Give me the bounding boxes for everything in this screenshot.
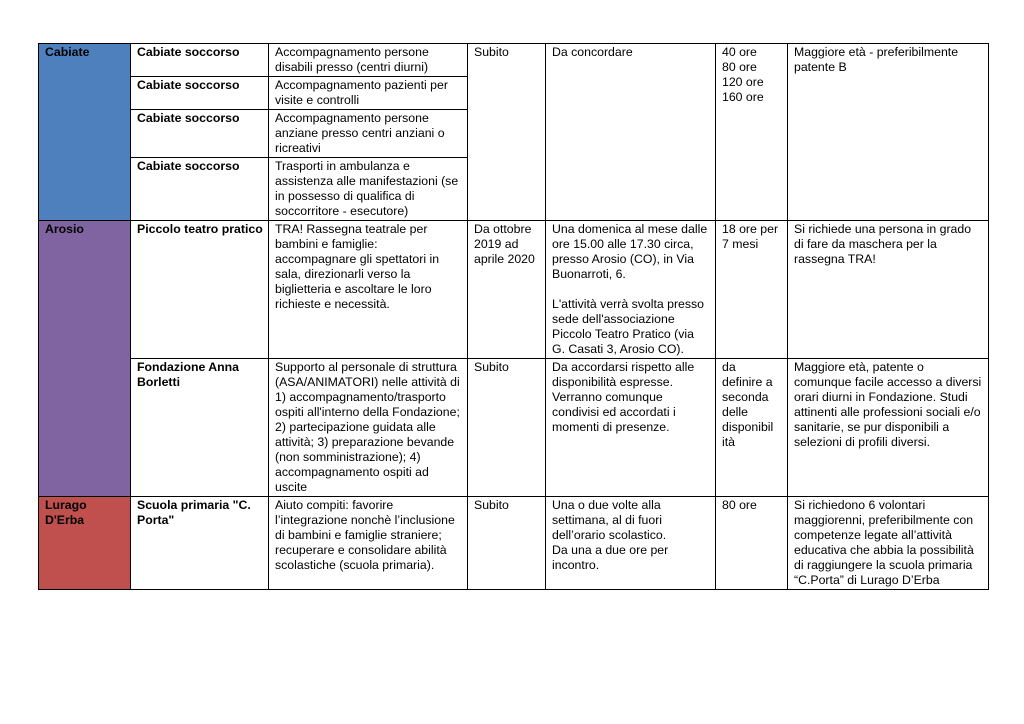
monte-ore-cell: 80 ore (716, 497, 788, 590)
ente-cell: Cabiate soccorso (131, 44, 269, 77)
ente-cell: Piccolo teatro pratico (131, 221, 269, 359)
orari-paragraph: L'attività verrà svolta presso sede dell'associazione Piccolo Teatro Pratico (via G. Casati 3, Arosio CO). (552, 297, 705, 356)
orari-cell (546, 221, 716, 359)
volunteer-opportunities-table (38, 43, 989, 590)
tempi-cell: Subito (468, 497, 546, 590)
descrizione-cell: Accompagnamento pazienti per visite e controlli (269, 77, 468, 110)
orari-cell: Una o due volte alla settimana, al di fuori dell’orario scolastico. Da una a due ore per incontro. (546, 497, 716, 590)
ente-cell: Cabiate soccorso (131, 110, 269, 158)
table-row (39, 221, 989, 359)
monte-ore-cell: 40 ore 80 ore 120 ore 160 ore (716, 44, 788, 221)
ente-cell: Fondazione Anna Borletti (131, 359, 269, 497)
monte-ore-cell: da definire a seconda delle disponibil ità (716, 359, 788, 497)
comune-cell-cabiate (39, 44, 131, 221)
comune-label: Lurago D'Erba (45, 498, 87, 527)
descrizione-cell: Accompagnamento persone anziane presso centri anziani o ricreativi (269, 110, 468, 158)
descrizione-cell: Trasporti in ambulanza e assistenza alle manifestazioni (se in possesso di qualifica di soccorritore - esecutore) (269, 158, 468, 221)
ente-cell: Cabiate soccorso (131, 77, 269, 110)
tempi-cell: Da ottobre 2019 ad aprile 2020 (468, 221, 546, 359)
table-row (39, 359, 989, 497)
requisiti-cell: Maggiore età, patente o comunque facile accesso a diversi orari diurni in Fondazione. Studi attinenti alle professioni sociali e/o sanitarie, se pur disponibili a selezioni di profili diversi. (788, 359, 989, 497)
tempi-cell: Subito (468, 359, 546, 497)
paragraph-gap (552, 282, 710, 297)
requisiti-cell: Si richiedono 6 volontari maggiorenni, preferibilmente con competenze legate all’attività educativa che abbia la possibilità di raggiungere la scuola primaria “C.Porta” di Lurago D’Erba (788, 497, 989, 590)
descrizione-cell: TRA! Rassegna teatrale per bambini e famiglie: accompagnare gli spettatori in sala, direzionarli verso la biglietteria e ascoltare le loro richieste e necessità. (269, 221, 468, 359)
table-row (39, 44, 989, 77)
ente-cell: Cabiate soccorso (131, 158, 269, 221)
orari-cell: Da accordarsi rispetto alle disponibilità espresse. Verranno comunque condivisi ed accordati i momenti di presenze. (546, 359, 716, 497)
descrizione-cell: Accompagnamento persone disabili presso (centri diurni) (269, 44, 468, 77)
orari-paragraph: Una domenica al mese dalle ore 15.00 alle 17.30 circa, presso Arosio (CO), in Via Buonarroti, 6. (552, 222, 708, 281)
requisiti-cell: Si richiede una persona in grado di fare da maschera per la rassegna TRA! (788, 221, 989, 359)
tempi-cell: Subito (468, 44, 546, 221)
comune-label: Cabiate (45, 45, 90, 59)
comune-cell-arosio (39, 221, 131, 497)
monte-ore-cell: 18 ore per 7 mesi (716, 221, 788, 359)
descrizione-cell: Aiuto compiti: favorire l’integrazione nonchè l’inclusione di bambini e famiglie straniere; recuperare e consolidare abilità scolastiche (scuola primaria). (269, 497, 468, 590)
descrizione-cell: Supporto al personale di struttura (ASA/ANIMATORI) nelle attività di 1) accompagnamento/trasporto ospiti all'interno della Fondazione; 2) partecipazione guidata alle attività; 3) preparazione bevande (non somministrazione); 4) accompagnamento ospiti ad uscite (269, 359, 468, 497)
comune-cell-lurago (39, 497, 131, 590)
ente-cell: Scuola primaria "C. Porta" (131, 497, 269, 590)
requisiti-cell: Maggiore età - preferibilmente patente B (788, 44, 989, 221)
orari-cell: Da concordare (546, 44, 716, 221)
comune-label: Arosio (45, 222, 84, 236)
table-row (39, 497, 989, 590)
